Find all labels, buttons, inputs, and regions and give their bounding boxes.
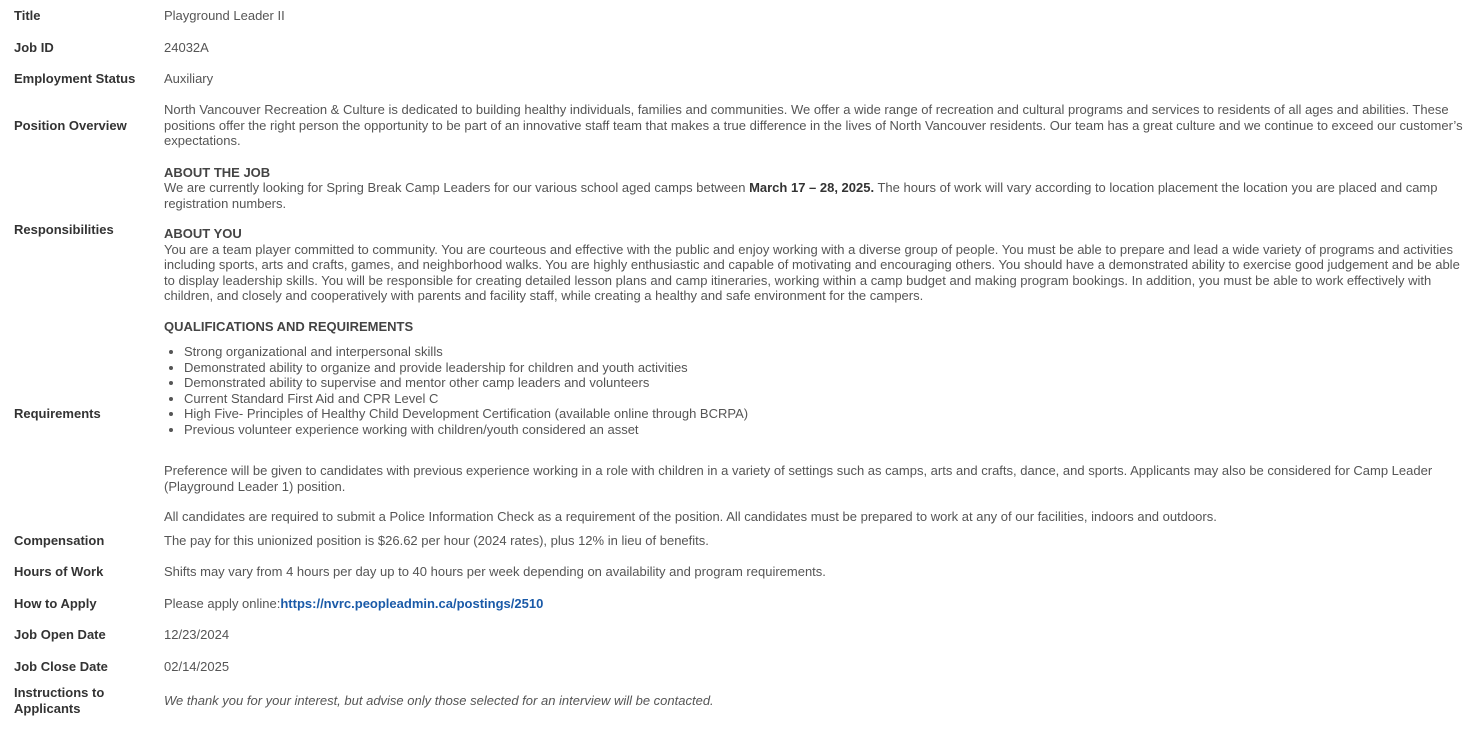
requirements-heading: QUALIFICATIONS AND REQUIREMENTS: [164, 318, 414, 334]
value-title: Playground Leader II: [164, 8, 285, 23]
label-responsibilities: Responsibilities: [14, 222, 114, 238]
label-job-id: Job ID: [14, 39, 54, 55]
value-how-to-apply: [164, 588, 1484, 620]
value-responsibilities: [164, 157, 1484, 304]
row-job-id: [0, 32, 1484, 64]
value-position-overview: North Vancouver Recreation & Culture is dedicated to building healthy individuals, families and communities. We offer a wide range of recreation and cultural programs and services to residents of all ages and abilities. These positions offer the right person the opportunity to be part of an innovative staff team that makes a true difference in the lives of North Vancouver residents. Our team has a great culture and we continue to exceed our customer’s expectations.: [164, 102, 1463, 149]
apply-prefix: Please apply online:: [164, 595, 281, 611]
row-title: [0, 0, 1484, 32]
label-job-open-date: Job Open Date: [14, 627, 106, 642]
label-instructions: Instructions to Applicants: [14, 685, 105, 716]
requirements-list: [164, 344, 1470, 437]
about-job-dates: March 17 – 28, 2025.: [749, 180, 875, 195]
label-how-to-apply: How to Apply: [14, 595, 97, 611]
apply-link[interactable]: https://nvrc.peopleadmin.ca/postings/2510: [280, 595, 544, 611]
row-position-overview: [0, 95, 1484, 157]
police-check-text: All candidates are required to submit a Police Information Check as a requirement of the position. All candidates must be prepared to work at any of our facilities, indoors and outdoors.: [164, 509, 1217, 524]
preference-text: Preference will be given to candidates with previous experience working in a role with children in a variety of settings such as camps, arts and crafts, dance, and sports. Applicants may also be considered for Camp Leader (Playground Leader 1) position.: [164, 463, 1433, 494]
value-job-id: 24032A: [164, 39, 209, 55]
label-hours-of-work: Hours of Work: [14, 564, 104, 579]
value-job-close-date: 02/14/2025: [164, 658, 230, 674]
row-compensation: [0, 525, 1484, 557]
row-employment-status: [0, 63, 1484, 95]
row-responsibilities: [0, 157, 1484, 304]
row-requirements: [0, 304, 1484, 525]
label-requirements: Requirements: [14, 406, 101, 422]
value-instructions: We thank you for your interest, but advise only those selected for an interview will be contacted.: [164, 693, 714, 709]
label-position-overview: Position Overview: [14, 117, 127, 133]
row-how-to-apply: [0, 588, 1484, 620]
label-compensation: Compensation: [14, 532, 105, 548]
about-job-heading: ABOUT THE JOB: [164, 164, 271, 180]
list-item: • Previous volunteer experience working with children/youth considered an asset: [184, 422, 1470, 438]
list-item: • Strong organizational and interpersonal skills: [184, 344, 1470, 360]
row-job-open-date: [0, 619, 1484, 651]
value-job-open-date: 12/23/2024: [164, 627, 230, 642]
value-hours-of-work: Shifts may vary from 4 hours per day up to 40 hours per week depending on availability and program requirements.: [164, 564, 826, 579]
list-item: • Demonstrated ability to supervise and mentor other camp leaders and volunteers: [184, 375, 1470, 391]
label-title: Title: [14, 8, 41, 23]
list-item: • Current Standard First Aid and CPR Level C: [184, 391, 1470, 407]
label-job-close-date: Job Close Date: [14, 658, 108, 674]
label-employment-status: Employment Status: [14, 71, 136, 86]
row-hours-of-work: [0, 556, 1484, 588]
value-requirements: [164, 304, 1484, 525]
value-compensation: The pay for this unionized position is $26.62 per hour (2024 rates), plus 12% in lieu of benefits.: [164, 532, 709, 548]
list-item: • Demonstrated ability to organize and provide leadership for children and youth activities: [184, 360, 1470, 376]
row-job-close-date: [0, 651, 1484, 683]
row-instructions: [0, 682, 1484, 720]
about-you-heading: ABOUT YOU: [164, 226, 242, 241]
value-employment-status: Auxiliary: [164, 71, 214, 86]
list-item: • High Five- Principles of Healthy Child Development Certification (available online through BCRPA): [184, 406, 1470, 422]
about-you-text: You are a team player committed to community. You are courteous and effective with the public and enjoy working with a diverse group of people. You must be able to prepare and lead a wide variety of programs and activities including sports, arts and crafts, games, and neighborhood walks. You are highly enthusiastic and capable of motivating and encouraging others. You should have a demonstrated ability to exercise good judgement and be able to display leadership skills. You will be responsible for creating detailed lesson plans and camp itineraries, working within a camp budget and making program bookings. In addition, you must be able to work effectively with children, and closely and cooperatively with parents and facility staff, while creating a healthy and safe environment for the campers.: [164, 241, 1460, 303]
about-job-text: We are currently looking for Spring Break Camp Leaders for our various school aged camps between March 17 – 28, 2025. The hours of work will vary according to location placement the location you are placed and camp registration numbers.: [164, 180, 1438, 211]
